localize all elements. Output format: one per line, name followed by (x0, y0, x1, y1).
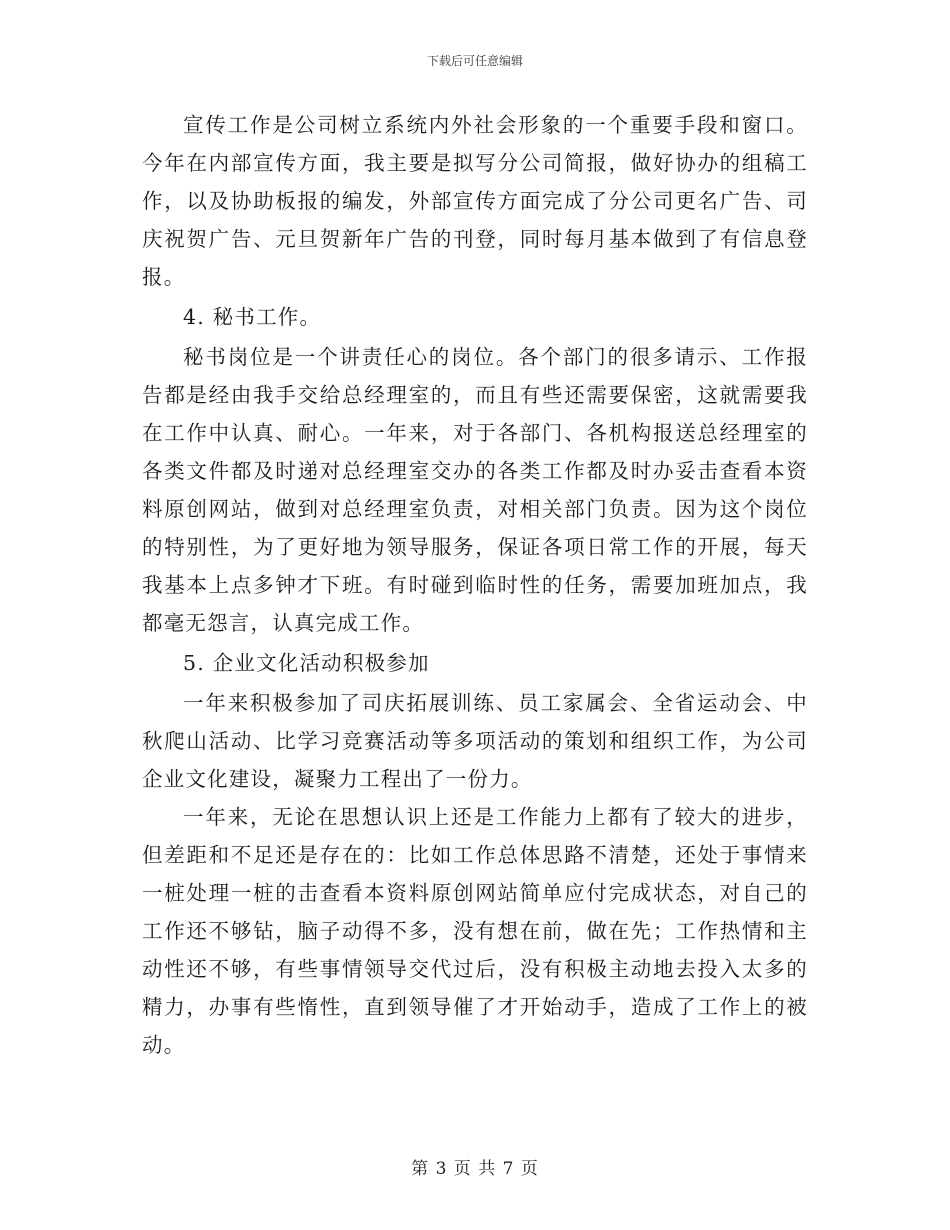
paragraph-secretary: 秘书岗位是一个讲责任心的岗位。各个部门的很多请示、工作报告都是经由我手交给总经理室的，而且有些还需要保密，这就需要我在工作中认真、耐心。一年来，对于各部门、各机构报送总经理室的各类文件都及时递对总经理室交办的各类工作都及时办妥击查看本资料原创网站，做到对总经理室负责，对相关部门负责。因为这个岗位的特别性，为了更好地为领导服务，保证各项日常工作的开展，每天我基本上点多钟才下班。有时碰到临时性的任务，需要加班加点，我都毫无怨言，认真完成工作。 (142, 345, 808, 635)
document-body (142, 106, 808, 1064)
paragraph-culture: 一年来积极参加了司庆拓展训练、员工家属会、全省运动会、中秋爬山活动、比学习竞赛活动等多项活动的策划和组织工作，为公司企业文化建设，凝聚力工程出了一份力。 (142, 691, 808, 791)
paragraph-publicity: 宣传工作是公司树立系统内外社会形象的一个重要手段和窗口。今年在内部宣传方面，我主要是拟写分公司简报，做好协办的组稿工作，以及协助板报的编发，外部宣传方面完成了分公司更名广告、司庆祝贺广告、元旦贺新年广告的刊登，同时每月基本做到了有信息登报。 (142, 113, 808, 289)
section-heading-secretary: 4. 秘书工作。 (183, 305, 322, 329)
page-header: 下载后可任意编辑 (426, 54, 523, 68)
section-heading-culture: 5. 企业文化活动积极参加 (183, 651, 430, 675)
paragraph-summary: 一年来，无论在思想认识上还是工作能力上都有了较大的进步，但差距和不足还是存在的：比如工作总体思路不清楚，还处于事情来一桩处理一桩的击查看本资料原创网站简单应付完成状态，对自己的工作还不够钻，脑子动得不多，没有想在前，做在先；工作热情和主动性还不够，有些事情领导交代过后，没有积极主动地去投入太多的精力，办事有些惰性，直到领导催了才开始动手，造成了工作上的被动。 (142, 805, 808, 1057)
page-footer: 第 3 页 共 7 页 (411, 1159, 539, 1179)
